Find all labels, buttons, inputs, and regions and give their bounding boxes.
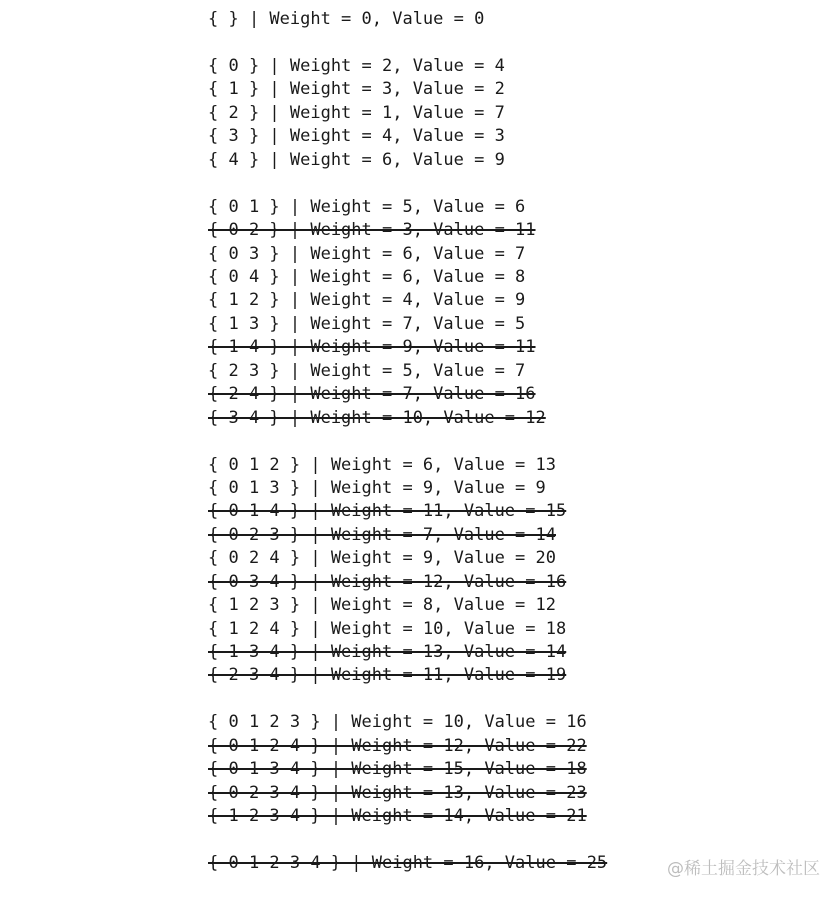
subset-line: { 0 } | Weight = 2, Value = 4 bbox=[208, 55, 505, 76]
subset-line: { 1 3 } | Weight = 7, Value = 5 bbox=[208, 313, 526, 334]
subset-group bbox=[208, 196, 808, 430]
subset-line: { 1 2 } | Weight = 4, Value = 9 bbox=[208, 290, 526, 311]
subset-group bbox=[208, 454, 808, 688]
subset-line-struck: { 1 2 3 4 } | Weight = 14, Value = 21 bbox=[208, 806, 587, 827]
subset-line: { 0 1 2 } | Weight = 6, Value = 13 bbox=[208, 454, 556, 475]
subset-line: { 0 4 } | Weight = 6, Value = 8 bbox=[208, 266, 526, 287]
subset-line: { 1 } | Weight = 3, Value = 2 bbox=[208, 79, 505, 100]
subset-line-struck: { 0 2 3 4 } | Weight = 13, Value = 23 bbox=[208, 782, 587, 803]
subset-line: { 0 3 } | Weight = 6, Value = 7 bbox=[208, 243, 526, 264]
subset-line: { 0 2 4 } | Weight = 9, Value = 20 bbox=[208, 548, 556, 569]
subset-line: { 2 } | Weight = 1, Value = 7 bbox=[208, 102, 505, 123]
subset-line: { 0 1 } | Weight = 5, Value = 6 bbox=[208, 196, 526, 217]
subset-line-struck: { 0 1 2 3 4 } | Weight = 16, Value = 25 bbox=[208, 853, 608, 874]
subset-line-struck: { 0 1 2 4 } | Weight = 12, Value = 22 bbox=[208, 735, 587, 756]
subset-listing bbox=[208, 8, 808, 899]
subset-line: { 3 } | Weight = 4, Value = 3 bbox=[208, 126, 505, 147]
subset-group bbox=[208, 711, 808, 828]
subset-line: { 4 } | Weight = 6, Value = 9 bbox=[208, 149, 505, 170]
subset-line-struck: { 0 3 4 } | Weight = 12, Value = 16 bbox=[208, 571, 567, 592]
subset-line-struck: { 1 3 4 } | Weight = 13, Value = 14 bbox=[208, 642, 567, 662]
subset-line-struck: { 0 1 3 4 } | Weight = 15, Value = 18 bbox=[208, 759, 587, 780]
subset-line: { 1 2 3 } | Weight = 8, Value = 12 bbox=[208, 595, 556, 616]
subset-line-struck: { 0 1 4 } | Weight = 11, Value = 15 bbox=[208, 501, 567, 522]
subset-line: { 1 2 4 } | Weight = 10, Value = 18 bbox=[208, 618, 567, 639]
subset-line-struck: { 2 3 4 } | Weight = 11, Value = 19 bbox=[208, 665, 567, 686]
subset-line: { 2 3 } | Weight = 5, Value = 7 bbox=[208, 360, 526, 381]
subset-group bbox=[208, 8, 808, 31]
subset-line-struck: { 3 4 } | Weight = 10, Value = 12 bbox=[208, 407, 546, 428]
subset-group bbox=[208, 55, 808, 172]
subset-line: { 0 1 3 } | Weight = 9, Value = 9 bbox=[208, 477, 546, 498]
subset-line: { 0 1 2 3 } | Weight = 10, Value = 16 bbox=[208, 712, 587, 733]
subset-line-struck: { 0 2 } | Weight = 3, Value = 11 bbox=[208, 220, 536, 241]
watermark: @稀土掘金技术社区 bbox=[667, 859, 820, 879]
subset-line-struck: { 2 4 } | Weight = 7, Value = 16 bbox=[208, 384, 536, 405]
subset-line-struck: { 0 2 3 } | Weight = 7, Value = 14 bbox=[208, 524, 556, 545]
subset-line-struck: { 1 4 } | Weight = 9, Value = 11 bbox=[208, 337, 536, 358]
subset-line: { } | Weight = 0, Value = 0 bbox=[208, 9, 485, 29]
